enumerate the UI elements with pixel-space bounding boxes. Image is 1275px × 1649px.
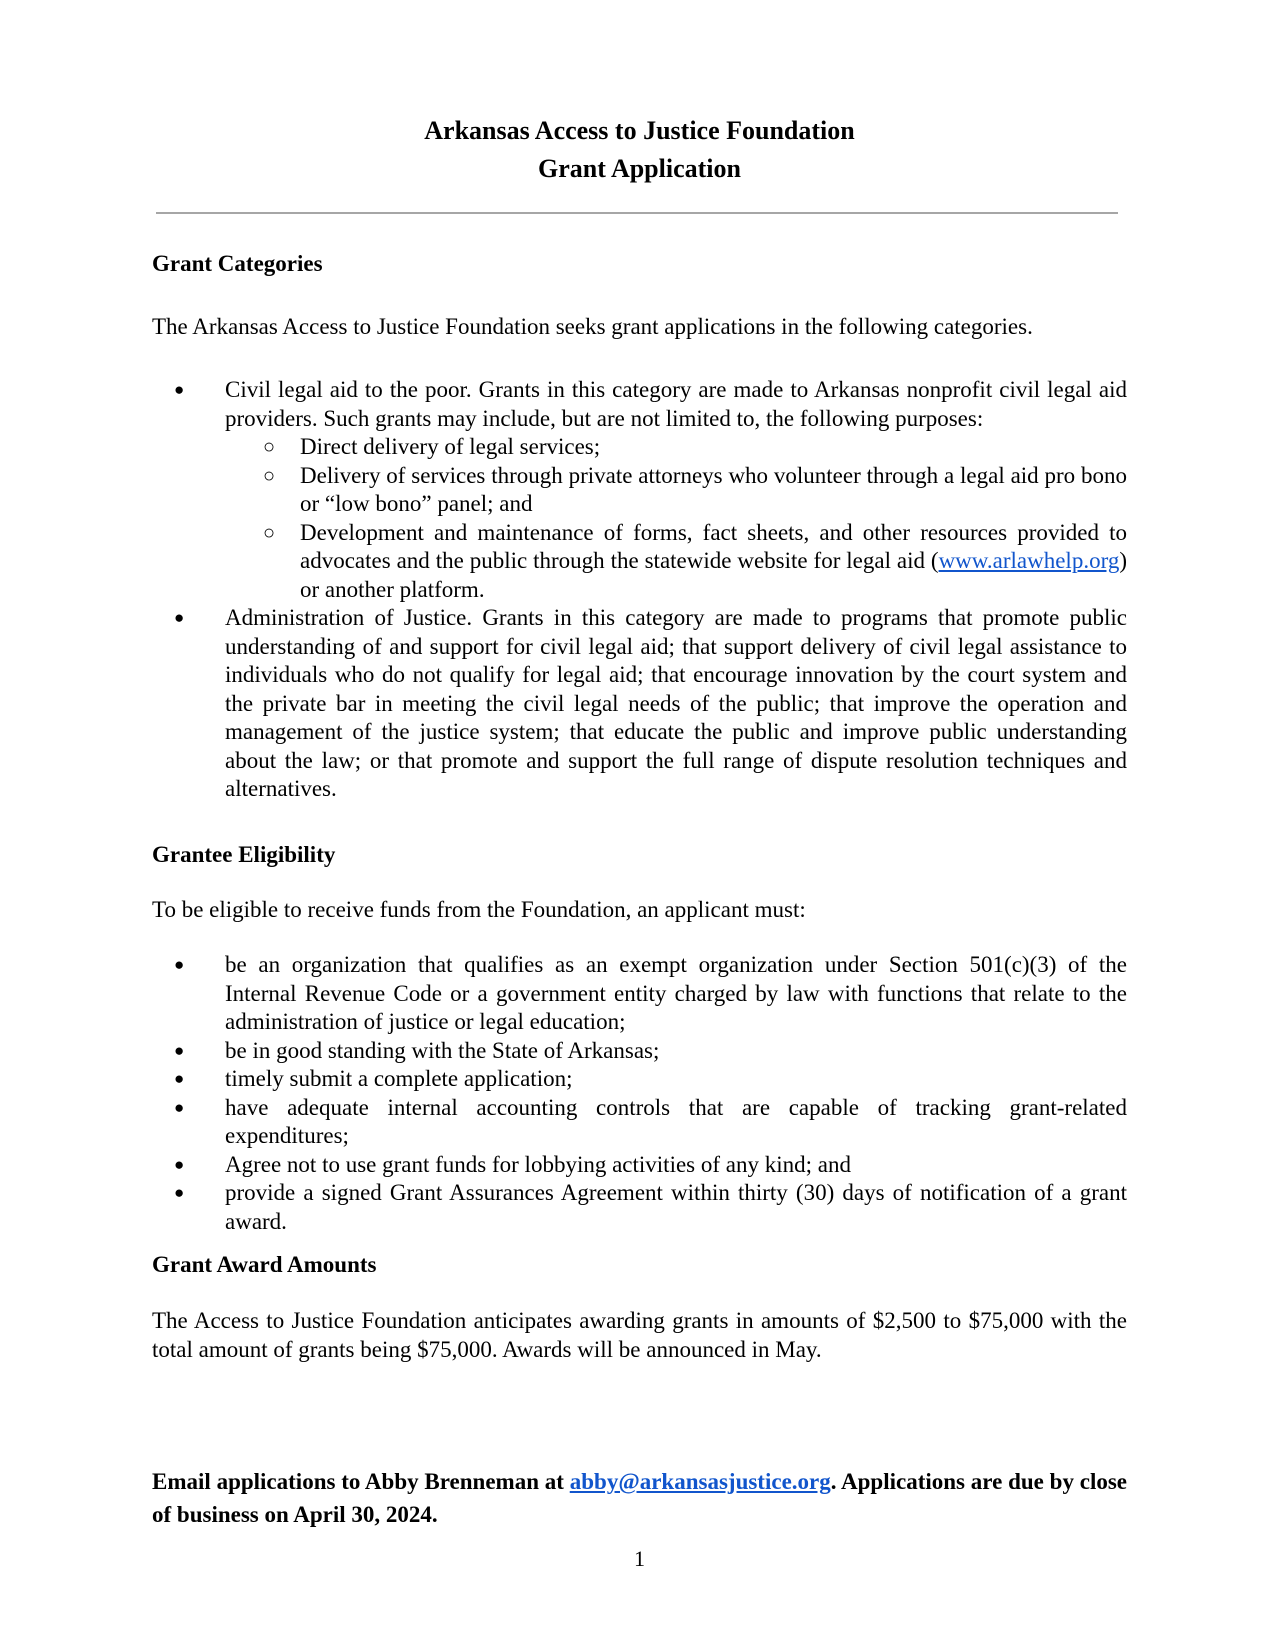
hollow-bullet-icon: ○ xyxy=(263,521,276,544)
eligibility-item-accounting-controls: have adequate internal accounting controls that are capable of tracking grant-related expenditures; xyxy=(225,1094,1127,1148)
award-heading: Grant Award Amounts xyxy=(152,1252,377,1277)
eligibility-heading: Grantee Eligibility xyxy=(152,842,336,867)
eligibility-item-assurances-agreement: provide a signed Grant Assurances Agreement within thirty (30) days of notification of a grant award. xyxy=(225,1180,1127,1234)
eligibility-item-good-standing: be in good standing with the State of Arkansas; xyxy=(225,1037,660,1063)
bullet-icon: ● xyxy=(174,380,185,399)
list-item xyxy=(152,1094,1127,1151)
civil-legal-aid-purposes xyxy=(225,433,1127,604)
eligibility-list xyxy=(152,951,1127,1236)
list-item xyxy=(152,951,1127,1037)
grant-categories-heading: Grant Categories xyxy=(152,251,323,276)
list-item xyxy=(152,376,1127,604)
arlawhelp-link[interactable]: www.arlawhelp.org xyxy=(938,548,1120,573)
email-instructions xyxy=(152,1465,1127,1531)
list-item xyxy=(152,1037,1127,1066)
bullet-icon: ● xyxy=(174,1154,185,1174)
horizontal-rule xyxy=(156,212,1118,214)
title-line-2: Grant Application xyxy=(538,154,741,183)
bullet-icon: ● xyxy=(174,608,185,627)
purpose-private-attorneys: Delivery of services through private attorneys who volunteer through a legal aid pro bono or “low bono” panel; and xyxy=(300,462,1127,516)
list-item xyxy=(152,1179,1127,1236)
eligibility-item-timely-submit: timely submit a complete application; xyxy=(225,1066,573,1091)
eligibility-item-exempt-org: be an organization that qualifies as an exempt organization under Section 501(c)(3) of the Internal Revenue Code or a government entity charged by law with functions that relate to the administration of justice or legal education; xyxy=(225,952,1127,1034)
email-text-start: Email applications to Abby Brenneman at xyxy=(152,1469,570,1494)
title-line-1: Arkansas Access to Justice Foundation xyxy=(424,116,855,145)
hollow-bullet-icon: ○ xyxy=(263,436,276,458)
bullet-icon: ● xyxy=(174,1097,185,1117)
purpose-forms-text-end: ) or another platform. xyxy=(300,548,1127,602)
list-item xyxy=(152,604,1127,804)
bullet-icon: ● xyxy=(174,1040,185,1060)
hollow-bullet-icon: ○ xyxy=(263,464,276,487)
eligibility-intro: To be eligible to receive funds from the Foundation, an applicant must: xyxy=(152,897,806,922)
category-civil-legal-aid: Civil legal aid to the poor. Grants in this category are made to Arkansas nonprofit civil legal aid providers. Such grants may include, but are not limited to, the following purposes: xyxy=(225,377,1127,431)
list-item xyxy=(152,1065,1127,1094)
grant-categories-intro: The Arkansas Access to Justice Foundation seeks grant applications in the following categories. xyxy=(152,314,1033,339)
grant-categories-list xyxy=(152,376,1127,804)
purpose-forms-text: Development and maintenance of forms, fact sheets, and other resources provided to advocates and the public through the statewide website for legal aid ( xyxy=(300,519,1127,573)
bullet-icon: ● xyxy=(174,955,185,974)
purpose-direct-delivery: Direct delivery of legal services; xyxy=(300,434,601,459)
category-administration-of-justice: Administration of Justice. Grants in this category are made to programs that promote public understanding of and support for civil legal aid; that support delivery of civil legal assistance to individuals who do not qualify for legal aid; that encourage innovation by the court system and the private bar in meeting the civil legal needs of the public; that improve the operation and management of the justice system; that educate the public and improve public understanding about the law; or that promote and support the full range of dispute resolution techniques and alternatives. xyxy=(225,605,1127,801)
page-number: 1 xyxy=(634,1546,645,1571)
document-title xyxy=(152,112,1127,188)
award-text: The Access to Justice Foundation anticipates awarding grants in amounts of $2,500 to $75,000 with the total amount of grants being $75,000. Awards will be announced in May. xyxy=(152,1308,1127,1362)
email-text-end: . Applications are due by close of business on April 30, 2024. xyxy=(152,1469,1127,1527)
bullet-icon: ● xyxy=(174,1069,185,1088)
email-link[interactable]: abby@arkansasjustice.org xyxy=(569,1469,831,1494)
eligibility-item-no-lobbying: Agree not to use grant funds for lobbying activities of any kind; and xyxy=(225,1151,851,1177)
list-item xyxy=(225,462,1127,519)
bullet-icon: ● xyxy=(174,1183,185,1202)
list-item xyxy=(225,519,1127,605)
list-item xyxy=(152,1151,1127,1180)
list-item xyxy=(225,433,1127,462)
